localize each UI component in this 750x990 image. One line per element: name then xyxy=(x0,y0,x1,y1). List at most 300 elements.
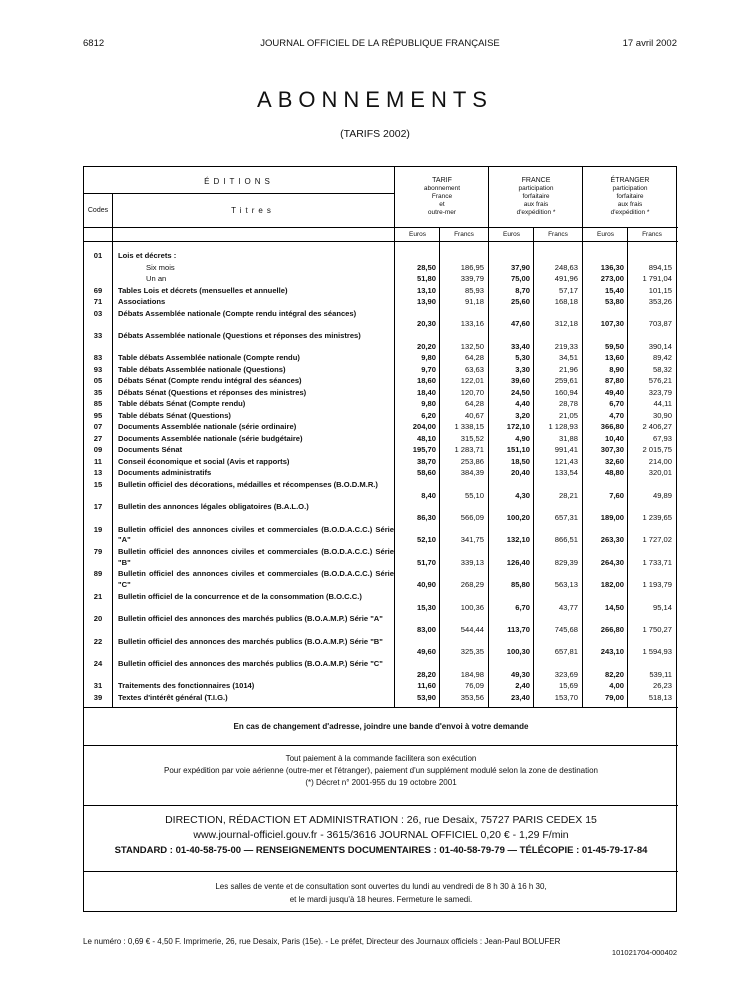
group-header-line: participation xyxy=(518,185,554,192)
row-title: Bulletin officiel de la concurrence et de la consommation (B.O.C.C.) xyxy=(118,591,362,601)
group-header-line: forfaitaire xyxy=(522,193,550,200)
row-value: 59,50 xyxy=(604,341,624,351)
footer-imprint: Le numéro : 0,69 € - 4,50 F. Imprimerie, 26, rue Desaix, Paris (15e). - Le préfet, Directeur des Journaux officiels : Jean-Paul BOLUFER xyxy=(83,937,561,946)
row-code: 39 xyxy=(93,692,103,702)
row-value: 1 594,93 xyxy=(642,647,672,657)
row-value: 248,63 xyxy=(554,262,578,272)
row-value: 32,60 xyxy=(604,456,624,466)
table-row xyxy=(84,592,678,614)
row-value: 13,90 xyxy=(416,297,436,306)
table-rule xyxy=(84,871,678,872)
row-value: 18,60 xyxy=(416,376,436,386)
row-value: 58,60 xyxy=(416,468,436,478)
row-value: 657,81 xyxy=(554,647,578,657)
row-value: 113,70 xyxy=(507,625,530,635)
row-value: 6,20 xyxy=(421,410,436,420)
titres-header: Titres xyxy=(231,206,275,215)
row-value: 20,20 xyxy=(416,341,436,351)
row-value: 539,11 xyxy=(649,669,672,679)
row-value: 518,13 xyxy=(648,692,672,702)
row-value: 34,51 xyxy=(558,353,578,363)
row-title: Bulletin officiel des annonces des marchés publics (B.O.A.M.P.) Série "C" xyxy=(118,659,383,668)
row-value: 563,13 xyxy=(554,580,578,590)
row-value: 1 791,04 xyxy=(642,274,672,283)
france-group-header xyxy=(490,177,582,217)
row-code: 35 xyxy=(93,387,103,397)
row-title: Conseil économique et social (Avis et rapports) xyxy=(118,456,290,466)
row-title: Tables Lois et décrets (mensuelles et annuelle) xyxy=(118,285,288,295)
row-value: 366,80 xyxy=(600,422,624,432)
row-value: 186,95 xyxy=(460,262,484,272)
table-rule xyxy=(84,241,678,242)
row-value: 28,21 xyxy=(558,490,578,500)
row-value: 39,60 xyxy=(510,376,530,386)
row-value: 544,44 xyxy=(460,625,484,635)
row-value: 28,20 xyxy=(416,669,436,679)
row-title: Associations xyxy=(118,297,166,306)
row-title: Bulletin officiel des décorations, médailles et récompenses (B.O.D.M.R.) xyxy=(118,479,378,489)
page-number: 6812 xyxy=(83,38,105,49)
row-value: 353,56 xyxy=(460,692,484,702)
row-value: 1 727,02 xyxy=(642,535,672,545)
row-value: 8,90 xyxy=(609,364,624,374)
row-value: 49,40 xyxy=(604,387,624,397)
table-row xyxy=(84,468,678,479)
row-code: 33 xyxy=(93,330,103,340)
table-rule xyxy=(84,745,678,746)
row-value: 320,01 xyxy=(648,468,672,478)
row-value: 1 338,15 xyxy=(454,422,484,432)
row-value: 4,30 xyxy=(515,490,530,500)
row-value: 64,28 xyxy=(464,353,484,363)
row-value: 264,30 xyxy=(600,557,624,567)
group-header-line: abonnement xyxy=(423,185,461,192)
row-value: 323,79 xyxy=(648,387,672,397)
table-row xyxy=(84,502,678,524)
row-value: 219,33 xyxy=(554,341,578,351)
row-value: 151,10 xyxy=(506,445,530,455)
row-code: 20 xyxy=(93,614,103,624)
row-value: 122,01 xyxy=(460,376,484,386)
row-value: 991,41 xyxy=(554,445,578,455)
row-value: 40,90 xyxy=(416,580,436,590)
table-row xyxy=(84,399,678,410)
row-value: 745,68 xyxy=(554,625,578,635)
row-value: 195,70 xyxy=(412,445,436,455)
row-value: 353,26 xyxy=(648,297,672,306)
row-value: 51,70 xyxy=(416,557,436,567)
row-value: 14,50 xyxy=(604,602,624,612)
row-title: Bulletin des annonces légales obligatoires (B.A.L.O.) xyxy=(118,502,309,512)
row-value: 204,00 xyxy=(412,422,436,432)
table-rule xyxy=(84,805,678,806)
group-header-line: d'expédition * xyxy=(516,209,556,216)
row-title: Débats Assemblée nationale (Questions et réponses des ministres) xyxy=(118,330,361,340)
row-value: 25,60 xyxy=(510,297,530,306)
row-value: 5,30 xyxy=(515,353,530,363)
row-value: 49,30 xyxy=(510,669,530,679)
row-value: 168,18 xyxy=(554,297,578,306)
row-value: 75,00 xyxy=(510,274,530,283)
row-value: 894,15 xyxy=(648,262,672,272)
row-title: Débats Assemblée nationale (Compte rendu intégral des séances) xyxy=(118,308,357,318)
row-value: 37,90 xyxy=(510,262,530,272)
table-rule xyxy=(488,167,489,707)
row-value: 33,40 xyxy=(510,341,530,351)
row-title: Bulletin officiel des annonces des marchés publics (B.O.A.M.P.) Série "B" xyxy=(118,636,383,646)
row-value: 172,10 xyxy=(506,422,530,432)
row-value: 15,40 xyxy=(604,285,624,295)
row-value: 4,70 xyxy=(609,410,624,420)
issue-date: 17 avril 2002 xyxy=(622,38,677,49)
table-rule xyxy=(533,227,534,707)
table-rule xyxy=(84,193,394,194)
row-title: Bulletin officiel des annonces des marchés publics (B.O.A.M.P.) Série "A" xyxy=(118,614,383,624)
row-value: 49,89 xyxy=(652,490,672,500)
row-value: 89,42 xyxy=(652,353,672,363)
row-value: 339,79 xyxy=(460,274,484,283)
row-value: 9,80 xyxy=(421,399,436,409)
row-code: 13 xyxy=(93,468,103,478)
row-value: 95,14 xyxy=(652,602,672,612)
table-row xyxy=(84,659,678,681)
table-row xyxy=(84,547,678,569)
group-header-line: participation xyxy=(612,185,648,192)
row-value: 101,15 xyxy=(648,285,672,295)
row-code: 89 xyxy=(93,569,103,579)
row-value: 11,60 xyxy=(417,681,436,691)
group-header-line: aux frais xyxy=(617,201,643,208)
row-value: 63,63 xyxy=(464,364,484,374)
table-row xyxy=(84,297,678,308)
table-rule xyxy=(112,193,113,707)
row-value: 184,98 xyxy=(460,669,484,679)
row-code: 05 xyxy=(93,376,103,386)
row-title: Textes d'intérêt général (T.I.G.) xyxy=(118,692,228,702)
row-value: 1 733,71 xyxy=(642,557,672,567)
row-value: 83,00 xyxy=(416,625,436,635)
row-value: 133,16 xyxy=(460,319,484,329)
row-value: 307,30 xyxy=(600,445,624,455)
row-value: 132,10 xyxy=(506,535,530,545)
row-value: 100,30 xyxy=(506,647,530,657)
row-value: 2 406,27 xyxy=(642,422,672,432)
currency-label: Euros xyxy=(597,231,614,238)
row-value: 15,30 xyxy=(416,602,436,612)
table-row xyxy=(84,434,678,445)
row-value: 390,14 xyxy=(648,341,672,351)
etranger-group-header xyxy=(584,177,676,217)
row-code: 17 xyxy=(93,502,103,512)
row-code: 24 xyxy=(93,659,103,668)
row-value: 30,90 xyxy=(652,410,672,420)
row-value: 339,13 xyxy=(460,557,484,567)
row-value: 53,80 xyxy=(604,297,624,306)
hours-line-2: et le mardi jusqu'à 18 heures. Fermeture le samedi. xyxy=(289,895,473,904)
row-value: 57,17 xyxy=(558,285,578,295)
row-value: 49,60 xyxy=(416,647,436,657)
table-row xyxy=(84,422,678,433)
payment-info xyxy=(84,753,678,789)
table-rule xyxy=(84,707,678,708)
row-value: 566,09 xyxy=(460,513,484,523)
table-row xyxy=(84,525,678,547)
row-title: Documents Assemblée nationale (série budgétaire) xyxy=(118,433,303,443)
row-value: 866,51 xyxy=(554,535,578,545)
table-row xyxy=(84,480,678,502)
row-value: 266,80 xyxy=(600,625,624,635)
row-value: 1 283,71 xyxy=(454,445,484,455)
table-row xyxy=(84,376,678,387)
row-title: Bulletin officiel des annonces civiles et commerciales (B.O.D.A.C.C.) Série "A" xyxy=(118,524,394,545)
row-value: 15,69 xyxy=(558,681,578,691)
row-title: Traitements des fonctionnaires (1014) xyxy=(118,681,255,691)
row-code: 71 xyxy=(93,297,103,306)
row-value: 259,61 xyxy=(554,376,578,386)
page-footer xyxy=(83,937,677,957)
row-value: 703,87 xyxy=(648,319,672,329)
row-title: Débats Sénat (Questions et réponses des ministres) xyxy=(118,387,307,397)
currency-label: Euros xyxy=(503,231,520,238)
row-code: 03 xyxy=(93,308,103,318)
row-value: 21,05 xyxy=(558,410,578,420)
group-header-line: forfaitaire xyxy=(616,193,644,200)
row-code: 85 xyxy=(93,399,103,409)
row-value: 253,86 xyxy=(460,456,484,466)
row-value: 43,77 xyxy=(558,602,578,612)
payment-line-3: (*) Décret n° 2001-955 du 19 octobre 2001 xyxy=(305,778,457,787)
table-row xyxy=(84,637,678,659)
table-rule xyxy=(582,167,583,707)
tarif-group-header xyxy=(396,177,488,217)
row-value: 189,00 xyxy=(600,513,624,523)
row-code: 09 xyxy=(93,445,103,455)
table-row xyxy=(84,309,678,331)
row-value: 182,00 xyxy=(600,580,624,590)
group-header-line: et xyxy=(439,201,445,208)
row-code: 79 xyxy=(93,547,103,556)
row-title: Un an xyxy=(146,274,167,283)
row-value: 153,70 xyxy=(554,692,578,702)
row-title: Documents Sénat xyxy=(118,445,183,455)
codes-header: Codes xyxy=(87,207,109,214)
currency-label: Francs xyxy=(548,231,568,238)
payment-line-1: Tout paiement à la commande facilitera son exécution xyxy=(285,754,477,763)
row-value: 82,20 xyxy=(604,669,624,679)
row-value: 2 015,75 xyxy=(642,445,672,455)
table-row xyxy=(84,286,678,297)
row-value: 133,54 xyxy=(554,468,578,478)
row-title: Débats Sénat (Compte rendu intégral des séances) xyxy=(118,376,302,386)
row-value: 243,10 xyxy=(600,647,624,657)
table-row xyxy=(84,274,678,285)
row-value: 28,78 xyxy=(558,399,578,409)
row-value: 55,10 xyxy=(464,490,484,500)
table-row xyxy=(84,263,678,274)
row-value: 24,50 xyxy=(510,387,530,397)
row-value: 325,35 xyxy=(460,647,484,657)
row-value: 120,70 xyxy=(460,387,484,397)
row-value: 85,80 xyxy=(510,580,530,590)
row-value: 1 193,79 xyxy=(642,580,672,590)
row-code: 01 xyxy=(93,251,103,260)
row-value: 8,40 xyxy=(421,490,436,500)
row-value: 86,30 xyxy=(416,513,436,523)
row-value: 268,29 xyxy=(460,580,484,590)
row-value: 44,11 xyxy=(653,399,672,409)
group-header-line: ÉTRANGER xyxy=(610,177,650,184)
group-header-line: aux frais xyxy=(523,201,549,208)
row-title: Six mois xyxy=(146,262,175,272)
row-value: 58,32 xyxy=(652,364,672,374)
row-value: 67,93 xyxy=(652,433,672,443)
row-value: 64,28 xyxy=(464,399,484,409)
direction-phones: STANDARD : 01-40-58-75-00 — RENSEIGNEMENTS DOCUMENTAIRES : 01-40-58-79-79 — TÉLÉCOPIE : 01-45-79-17-84 xyxy=(114,845,648,856)
row-value: 6,70 xyxy=(515,602,530,612)
row-value: 491,96 xyxy=(554,274,578,283)
row-title: Bulletin officiel des annonces civiles et commerciales (B.O.D.A.C.C.) Série "C" xyxy=(118,569,394,589)
row-value: 1 239,65 xyxy=(642,513,672,523)
row-value: 107,30 xyxy=(600,319,624,329)
row-value: 76,09 xyxy=(464,681,484,691)
row-value: 48,80 xyxy=(604,468,624,478)
row-value: 4,40 xyxy=(515,399,530,409)
row-value: 53,90 xyxy=(416,692,436,702)
row-value: 23,40 xyxy=(510,692,530,702)
table-row xyxy=(84,569,678,591)
row-code: 93 xyxy=(93,364,103,374)
row-value: 38,70 xyxy=(416,456,436,466)
table-row xyxy=(84,681,678,692)
row-value: 7,60 xyxy=(609,490,624,500)
table-rule xyxy=(394,167,395,707)
page-subtitle: (TARIFS 2002) xyxy=(340,128,410,140)
row-value: 20,30 xyxy=(416,319,436,329)
row-value: 121,43 xyxy=(554,456,578,466)
row-value: 1 128,93 xyxy=(548,422,578,432)
row-value: 3,30 xyxy=(515,364,530,374)
row-value: 85,93 xyxy=(464,285,484,295)
row-value: 13,10 xyxy=(416,285,436,295)
row-value: 4,00 xyxy=(609,681,624,691)
row-value: 47,60 xyxy=(510,319,530,329)
row-value: 79,00 xyxy=(604,692,624,702)
table-rule xyxy=(627,227,628,707)
row-value: 1 750,27 xyxy=(642,625,672,635)
row-value: 13,60 xyxy=(604,353,624,363)
currency-label: Francs xyxy=(454,231,474,238)
row-value: 132,50 xyxy=(460,341,484,351)
group-header-line: France xyxy=(431,193,453,200)
group-header-line: d'expédition * xyxy=(610,209,650,216)
row-value: 341,75 xyxy=(460,535,484,545)
row-title: Bulletin officiel des annonces civiles et commerciales (B.O.D.A.C.C.) Série "B" xyxy=(118,547,394,567)
group-header-line: outre-mer xyxy=(427,209,457,216)
row-code: 21 xyxy=(93,591,103,601)
row-value: 3,20 xyxy=(515,410,530,420)
table-row xyxy=(84,353,678,364)
row-value: 384,39 xyxy=(460,468,484,478)
hours-line-1: Les salles de vente et de consultation sont ouvertes du lundi au vendredi de 8 h 30 à 16 h 30, xyxy=(215,882,547,891)
row-value: 51,80 xyxy=(416,274,436,283)
table-row xyxy=(84,251,678,262)
row-title: Table débats Assemblée nationale (Questions) xyxy=(118,364,286,374)
row-value: 21,96 xyxy=(558,364,578,374)
row-title: Table débats Sénat (Questions) xyxy=(118,410,231,420)
address-notice: En cas de changement d'adresse, joindre une bande d'envoi à votre demande xyxy=(233,722,529,731)
table-row xyxy=(84,388,678,399)
row-code: 27 xyxy=(93,433,103,443)
row-title: Table débats Sénat (Compte rendu) xyxy=(118,399,246,409)
row-code: 69 xyxy=(93,285,103,295)
editions-header: ÉDITIONS xyxy=(204,177,274,186)
journal-title: JOURNAL OFFICIEL DE LA RÉPUBLIQUE FRANÇAISE xyxy=(260,38,500,49)
row-value: 91,18 xyxy=(464,297,484,306)
direction-address: DIRECTION, RÉDACTION ET ADMINISTRATION : 26, rue Desaix, 75727 PARIS CEDEX 15 xyxy=(165,814,597,826)
table-rule xyxy=(84,227,678,228)
row-value: 312,18 xyxy=(554,319,578,329)
row-value: 136,30 xyxy=(600,262,624,272)
currency-label: Euros xyxy=(409,231,426,238)
row-value: 8,70 xyxy=(515,285,530,295)
row-value: 48,10 xyxy=(416,433,436,443)
payment-line-2: Pour expédition par voie aérienne (outre-mer et l'étranger), paiement d'un supplément modulé selon la zone de destination xyxy=(164,766,598,775)
row-code: 31 xyxy=(93,681,103,691)
table-row xyxy=(84,365,678,376)
direction-info xyxy=(84,813,678,858)
row-value: 2,40 xyxy=(515,681,530,691)
table-row xyxy=(84,445,678,456)
table-row xyxy=(84,331,678,353)
row-title: Documents Assemblée nationale (série ordinaire) xyxy=(118,422,297,432)
row-title: Lois et décrets : xyxy=(118,251,177,260)
row-value: 40,67 xyxy=(464,410,484,420)
table-row xyxy=(84,614,678,636)
table-row xyxy=(84,693,678,704)
footer-reference: 101021704-000402 xyxy=(611,948,677,957)
row-value: 829,39 xyxy=(554,557,578,567)
row-value: 273,00 xyxy=(600,274,624,283)
row-value: 126,40 xyxy=(506,557,530,567)
row-code: 11 xyxy=(93,456,103,466)
row-value: 52,10 xyxy=(416,535,436,545)
row-value: 263,30 xyxy=(600,535,624,545)
row-value: 87,80 xyxy=(604,376,624,386)
row-title: Table débats Assemblée nationale (Compte rendu) xyxy=(118,353,300,363)
tariff-box xyxy=(83,166,677,912)
page-title: ABONNEMENTS xyxy=(257,87,493,112)
opening-hours xyxy=(84,880,678,906)
row-value: 323,69 xyxy=(554,669,578,679)
group-header-line: TARIF xyxy=(432,177,452,184)
row-value: 26,23 xyxy=(652,681,672,691)
table-rule xyxy=(439,227,440,707)
row-title: Documents administratifs xyxy=(118,468,212,478)
row-value: 20,40 xyxy=(510,468,530,478)
row-value: 160,94 xyxy=(554,387,578,397)
row-value: 6,70 xyxy=(609,399,624,409)
row-value: 214,00 xyxy=(648,456,672,466)
row-value: 100,20 xyxy=(506,513,530,523)
row-code: 22 xyxy=(93,636,103,646)
row-value: 18,40 xyxy=(416,387,436,397)
row-value: 100,36 xyxy=(460,602,484,612)
direction-website: www.journal-officiel.gouv.fr - 3615/3616 JOURNAL OFFICIEL 0,20 € - 1,29 F/min xyxy=(193,829,569,841)
table-row xyxy=(84,411,678,422)
row-value: 10,40 xyxy=(604,433,624,443)
row-value: 28,50 xyxy=(416,262,436,272)
row-value: 4,90 xyxy=(515,433,530,443)
